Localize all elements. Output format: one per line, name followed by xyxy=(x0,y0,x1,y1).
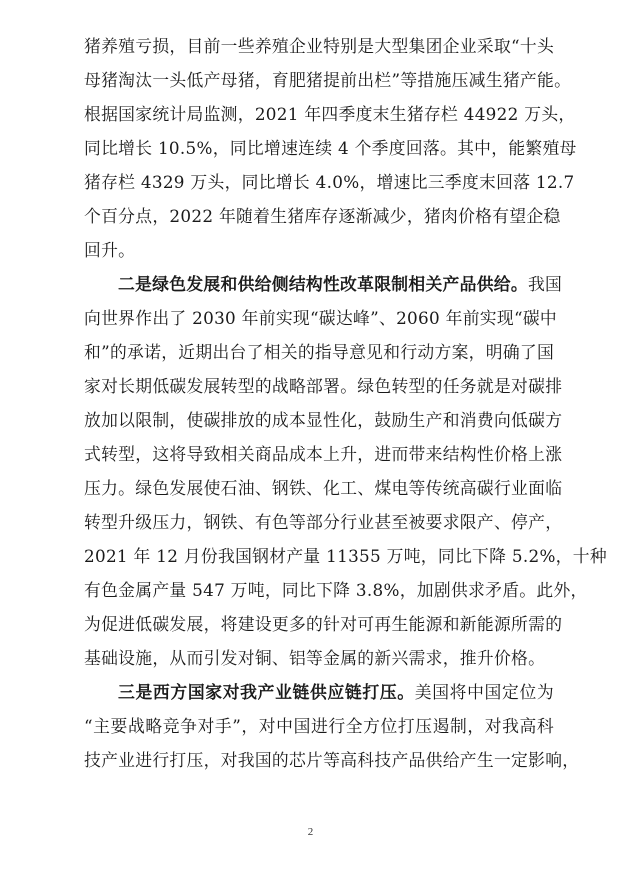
paragraph-text: 我国 xyxy=(527,274,563,294)
paragraph-line: 个百分点，2022 年随着生猪库存逐渐减少，猪肉价格有望企稳 xyxy=(84,206,561,226)
paragraph-line: 回升。 xyxy=(84,240,136,260)
paragraph-line: 向世界作出了 2030 年前实现“碳达峰”、2060 年前实现“碳中 xyxy=(84,308,557,328)
page-number: 2 xyxy=(307,826,314,838)
section-heading: 三是西方国家对我产业链供应链打压。 xyxy=(118,682,415,702)
paragraph-line: 同比增长 10.5%，同比增速连续 4 个季度回落。其中，能繁殖母 xyxy=(84,138,577,158)
paragraph-line: 压力。绿色发展使石油、钢铁、化工、煤电等传统高碳行业面临 xyxy=(84,478,563,498)
paragraph-line: 技产业进行打压，对我国的芯片等高科技产品供给产生一定影响， xyxy=(84,750,580,770)
paragraph-line: 有色金属产量 547 万吨，同比下降 3.8%，加剧供求矛盾。此外， xyxy=(84,580,588,600)
paragraph-line: 式转型，这将导致相关商品成本上升，进而带来结构性价格上涨 xyxy=(84,444,563,464)
paragraph-line: “主要战略竞争对手”，对中国进行全方位打压遏制，对我高科 xyxy=(84,716,554,736)
paragraph-line: 2021 年 12 月份我国钢材产量 11355 万吨，同比下降 5.2%，十种 xyxy=(84,546,607,566)
paragraph-line: 家对长期低碳发展转型的战略部署。绿色转型的任务就是对碳排 xyxy=(84,376,563,396)
paragraph-line: 放加以限制，使碳排放的成本显性化，鼓励生产和消费向低碳方 xyxy=(84,410,563,430)
paragraph-line: 基础设施，从而引发对铜、铝等金属的新兴需求，推升价格。 xyxy=(84,648,546,668)
section-heading: 二是绿色发展和供给侧结构性改革限制相关产品供给。 xyxy=(118,274,528,294)
paragraph-line: 母猪淘汰一头低产母猪，育肥猪提前出栏”等措施压减生猪产能。 xyxy=(84,70,572,90)
paragraph-line: 猪存栏 4329 万头，同比增长 4.0%，增速比三季度末回落 12.7 xyxy=(84,172,575,192)
paragraph-text: 美国将中国定位为 xyxy=(414,682,554,702)
paragraph-line: 转型升级压力，钢铁、有色等部分行业甚至被要求限产、停产， xyxy=(84,512,563,532)
paragraph-line: 根据国家统计局监测，2021 年四季度末生猪存栏 44922 万头， xyxy=(84,104,576,124)
paragraph-first-line xyxy=(118,274,563,294)
paragraph-line: 和”的承诺，近期出台了相关的指导意见和行动方案，明确了国 xyxy=(84,342,555,362)
paragraph-first-line xyxy=(118,682,554,702)
paragraph-line: 猪养殖亏损，目前一些养殖企业特别是大型集团企业采取“十头 xyxy=(84,36,555,56)
paragraph-line: 为促进低碳发展，将建设更多的针对可再生能源和新能源所需的 xyxy=(84,614,563,634)
